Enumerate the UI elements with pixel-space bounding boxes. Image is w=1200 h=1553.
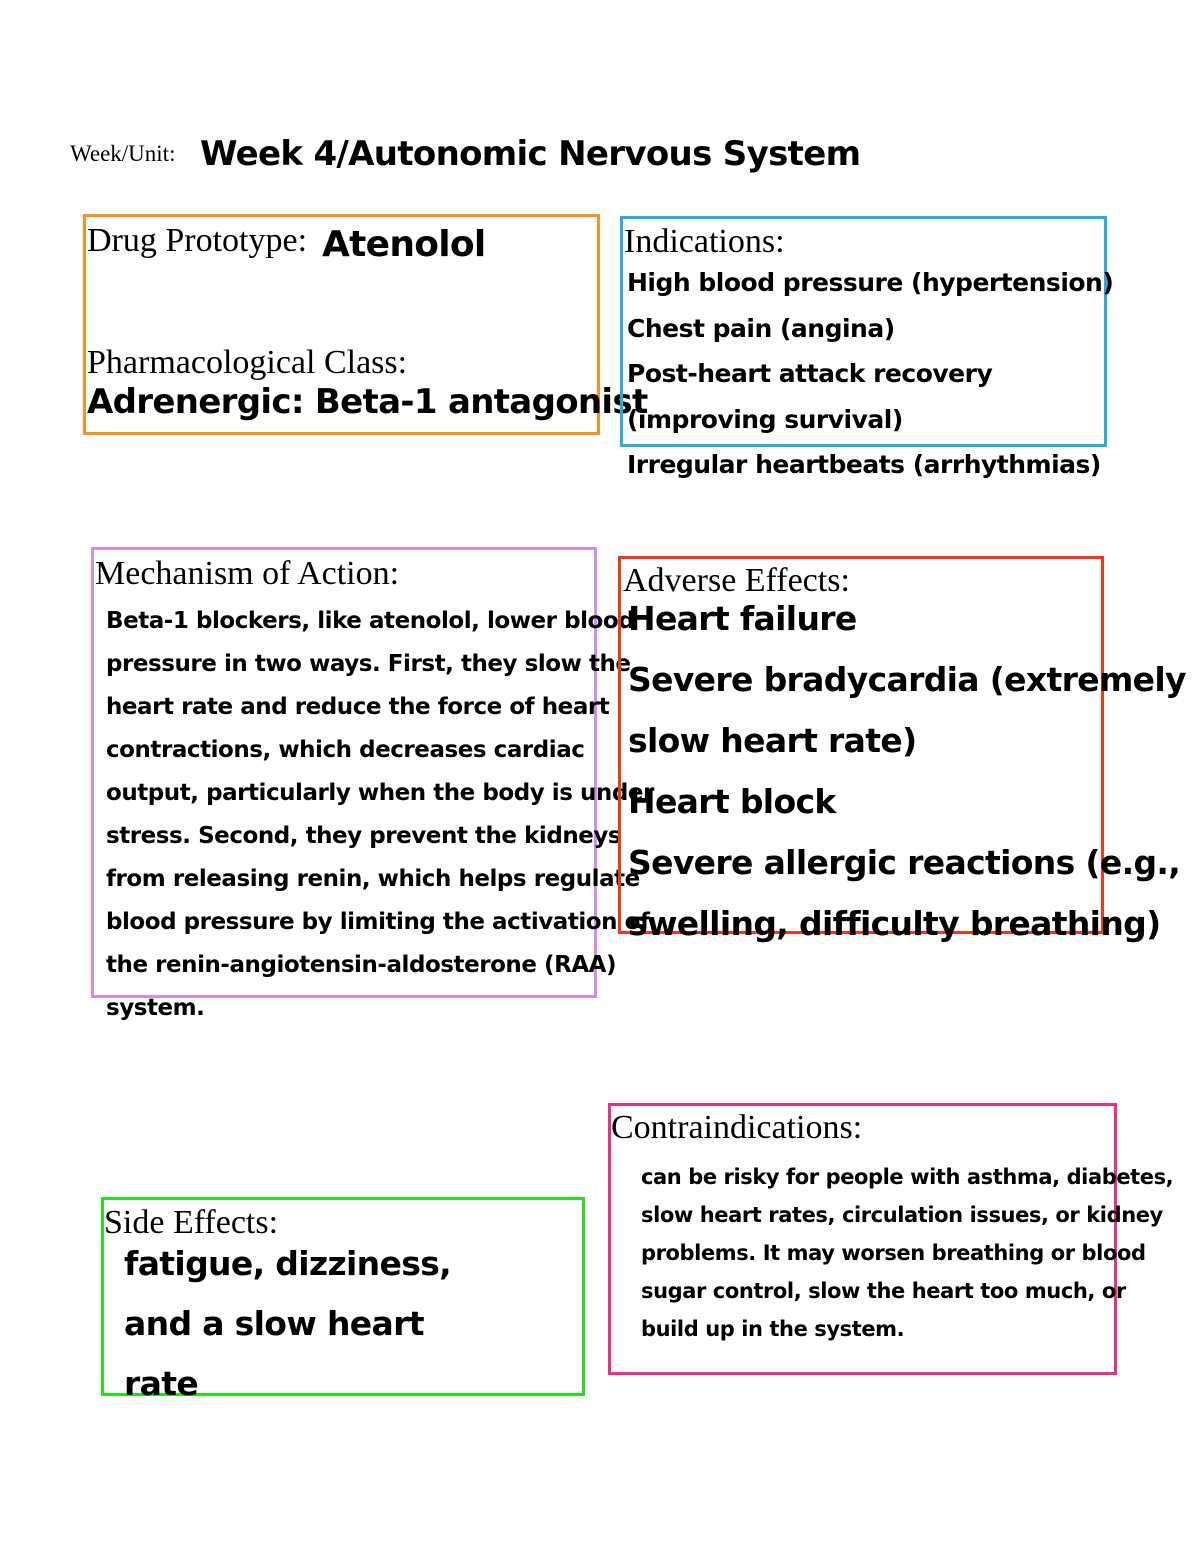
drug-prototype-label: Drug Prototype: bbox=[87, 222, 308, 259]
list-item: High blood pressure (hypertension) bbox=[627, 268, 1114, 297]
mechanism-label: Mechanism of Action: bbox=[95, 555, 400, 592]
text-line: swelling, difficulty breathing) bbox=[628, 904, 1161, 943]
side-effects-label: Side Effects: bbox=[104, 1204, 279, 1241]
text-line: system. bbox=[106, 995, 205, 1021]
text-line: and a slow heart bbox=[124, 1304, 424, 1343]
text-line: slow heart rate) bbox=[628, 721, 917, 760]
list-item: Chest pain (angina) bbox=[627, 313, 895, 343]
text-line: rate bbox=[124, 1364, 199, 1403]
text-line: sugar control, slow the heart too much, or bbox=[641, 1279, 1126, 1303]
list-item: Irregular heartbeats (arrhythmias) bbox=[627, 450, 1101, 479]
drug-prototype-value: Atenolol bbox=[322, 224, 486, 265]
text-line: Beta-1 blockers, like atenolol, lower blood bbox=[106, 608, 635, 634]
contraindications-label: Contraindications: bbox=[611, 1109, 863, 1146]
indications-label: Indications: bbox=[624, 223, 785, 260]
week-unit-value: Week 4/Autonomic Nervous System bbox=[200, 134, 861, 174]
text-line: blood pressure by limiting the activation of bbox=[106, 909, 650, 935]
contraindications-text bbox=[641, 1158, 1173, 1348]
adverse-effects-list bbox=[628, 588, 1186, 954]
text-line: build up in the system. bbox=[641, 1317, 905, 1341]
text-line: stress. Second, they prevent the kidneys bbox=[106, 823, 622, 849]
text-line: heart rate and reduce the force of heart bbox=[106, 694, 610, 720]
list-item: Post-heart attack recovery bbox=[627, 359, 993, 388]
text-line: Severe bradycardia (extremely bbox=[628, 660, 1186, 699]
text-line: can be risky for people with asthma, diabetes, bbox=[641, 1165, 1174, 1189]
text-line: problems. It may worsen breathing or blood bbox=[641, 1241, 1146, 1265]
text-line: contractions, which decreases cardiac bbox=[106, 737, 585, 763]
pharmacological-class-label: Pharmacological Class: bbox=[87, 344, 408, 381]
list-item: (improving survival) bbox=[627, 404, 903, 434]
text-line: the renin-angiotensin-aldosterone (RAA) bbox=[106, 952, 617, 978]
text-line: output, particularly when the body is under bbox=[106, 780, 654, 806]
text-line: fatigue, dizziness, bbox=[124, 1244, 452, 1283]
text-line: slow heart rates, circulation issues, or kidney bbox=[641, 1203, 1163, 1227]
side-effects-text bbox=[124, 1234, 451, 1414]
adverse-effects-label: Adverse Effects: bbox=[623, 562, 850, 599]
mechanism-text bbox=[106, 600, 654, 1030]
pharmacological-class-value: Adrenergic: Beta-1 antagonist bbox=[87, 382, 648, 422]
text-line: from releasing renin, which helps regulate bbox=[106, 866, 640, 892]
indications-list bbox=[627, 260, 1113, 488]
text-line: Heart failure bbox=[628, 599, 857, 638]
week-unit-label: Week/Unit: bbox=[70, 141, 176, 166]
text-line: pressure in two ways. First, they slow the bbox=[106, 651, 631, 677]
text-line: Severe allergic reactions (e.g., bbox=[628, 843, 1181, 882]
text-line: Heart block bbox=[628, 782, 836, 821]
